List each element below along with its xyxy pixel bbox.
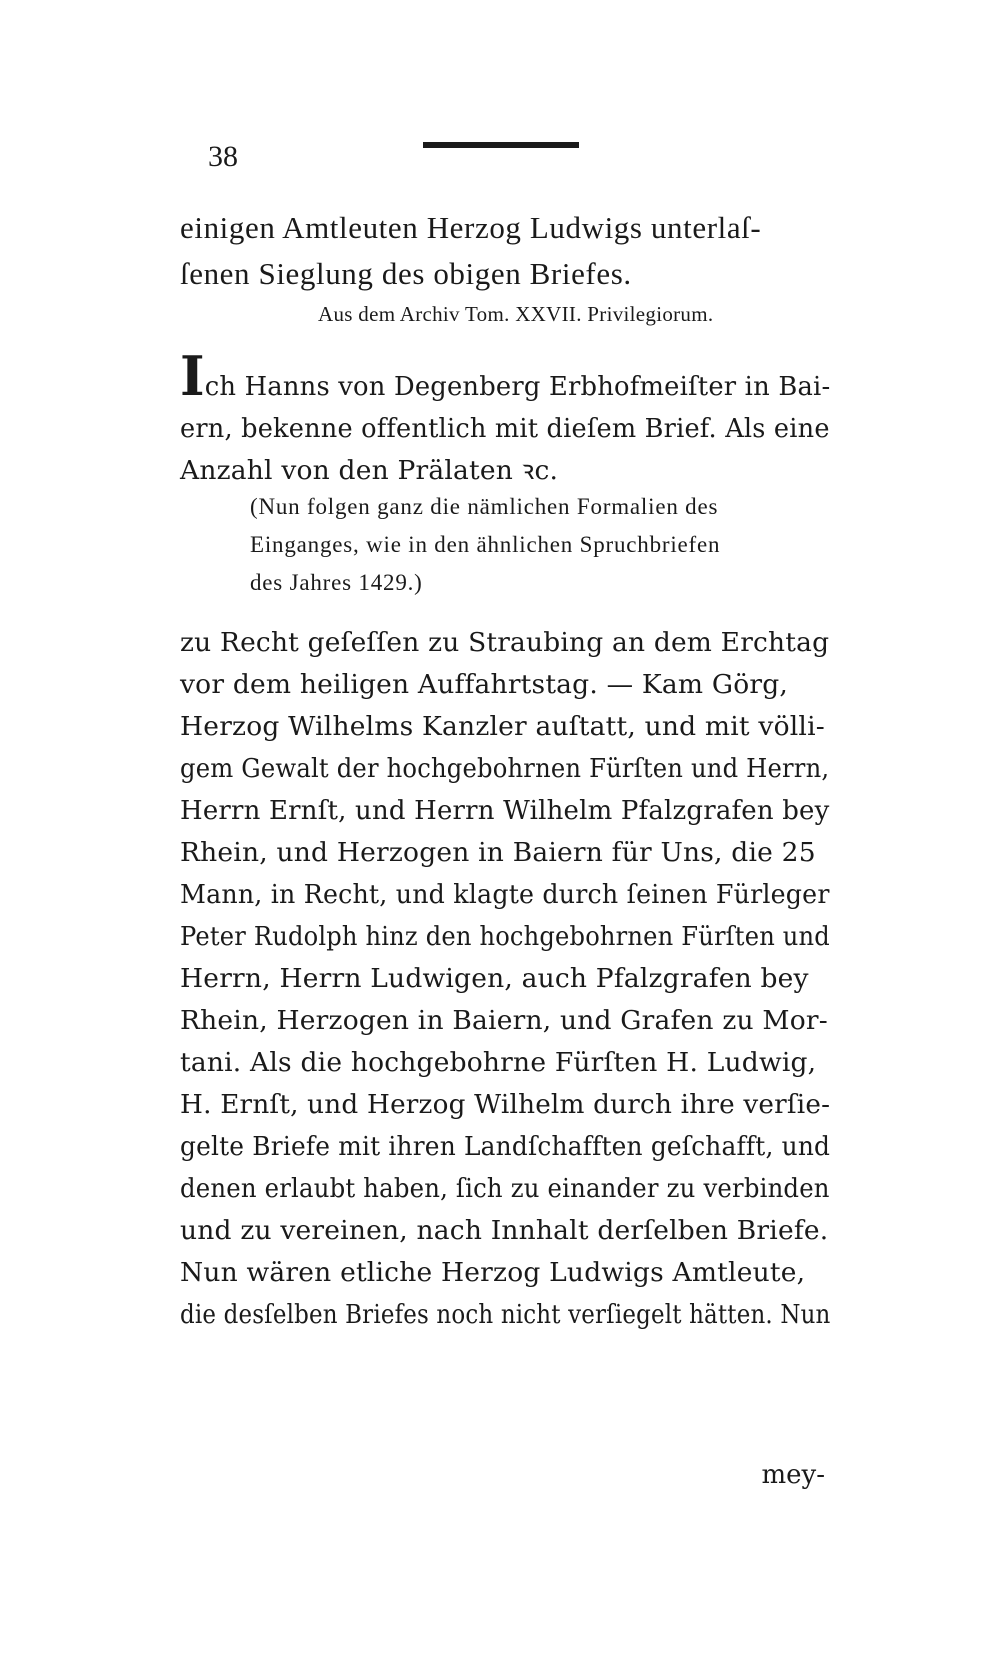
header-rule [423,142,579,148]
intro-paragraph [180,344,831,492]
text-line: gem Gewalt der hochgebohrnen Fürſten und Herrn, [180,753,830,784]
text-line: vor dem heiligen Auffahrtstag. — Kam Görg, [180,669,789,700]
note-line-1: (Nun folgen ganz die nämlichen Formalien des [250,494,719,519]
text-line: Herzog Wilhelms Kanzler auſtatt, und mit völli- [180,711,825,742]
text-line: tani. Als die hochgebohrne Fürſten H. Ludwig, [180,1047,817,1078]
text-line: Herrn, Herrn Ludwigen, auch Pfalzgrafen bey [180,963,809,994]
title-line-2: ſenen Sieglung des obigen Briefes. [180,256,632,291]
intro-line-3: Anzahl von den Prälaten ꝛc. [180,455,559,486]
catchword: mey- [761,1460,825,1490]
text-line: gelte Briefe mit ihren Landſchafften geſchafft, und [180,1131,831,1162]
editorial-note [250,488,830,602]
title-line-1: einigen Amtleuten Herzog Ludwigs unterlaſ- [180,210,762,245]
text-line: und zu vereinen, nach Innhalt derſelben Briefe. [180,1215,829,1246]
text-line: die desſelben Briefes noch nicht verſiegelt hätten. Nun [180,1299,831,1330]
text-line: zu Recht geſeſſen zu Straubing an dem Erchtag [180,627,830,658]
note-line-2: Einganges, wie in den ähnlichen Spruchbriefen [250,532,721,557]
text-line: Peter Rudolph hinz den hochgebohrnen Fürſten und [180,921,830,952]
main-paragraph [180,622,830,1336]
text-line: Nun wären etliche Herzog Ludwigs Amtleute, [180,1257,806,1288]
intro-line-2: ern, bekenne offentlich mit dieſem Brief. Als eine [180,413,830,444]
text-line: Herrn Ernſt, und Herrn Wilhelm Pfalzgrafen bey [180,795,830,826]
section-title [180,205,830,297]
text-line: Mann, in Recht, und klagte durch ſeinen Fürleger [180,879,830,910]
intro-line-1: ch Hanns von Degenberg Erbhofmeiſter in Bai- [204,371,831,402]
text-line: Rhein, Herzogen in Baiern, und Grafen zu Mor- [180,1005,828,1036]
page-header [208,128,820,178]
text-line: H. Ernſt, und Herzog Wilhelm durch ihre verſie- [180,1089,831,1120]
page-number: 38 [208,140,238,173]
note-line-3: des Jahres 1429.) [250,570,423,595]
drop-cap: I [180,344,205,408]
text-line: denen erlaubt haben, ſich zu einander zu verbinden [180,1173,830,1204]
archive-source: Aus dem Archiv Tom. XXVII. Privilegiorum. [318,302,714,326]
text-line: Rhein, und Herzogen in Baiern für Uns, die 25 [180,837,816,868]
